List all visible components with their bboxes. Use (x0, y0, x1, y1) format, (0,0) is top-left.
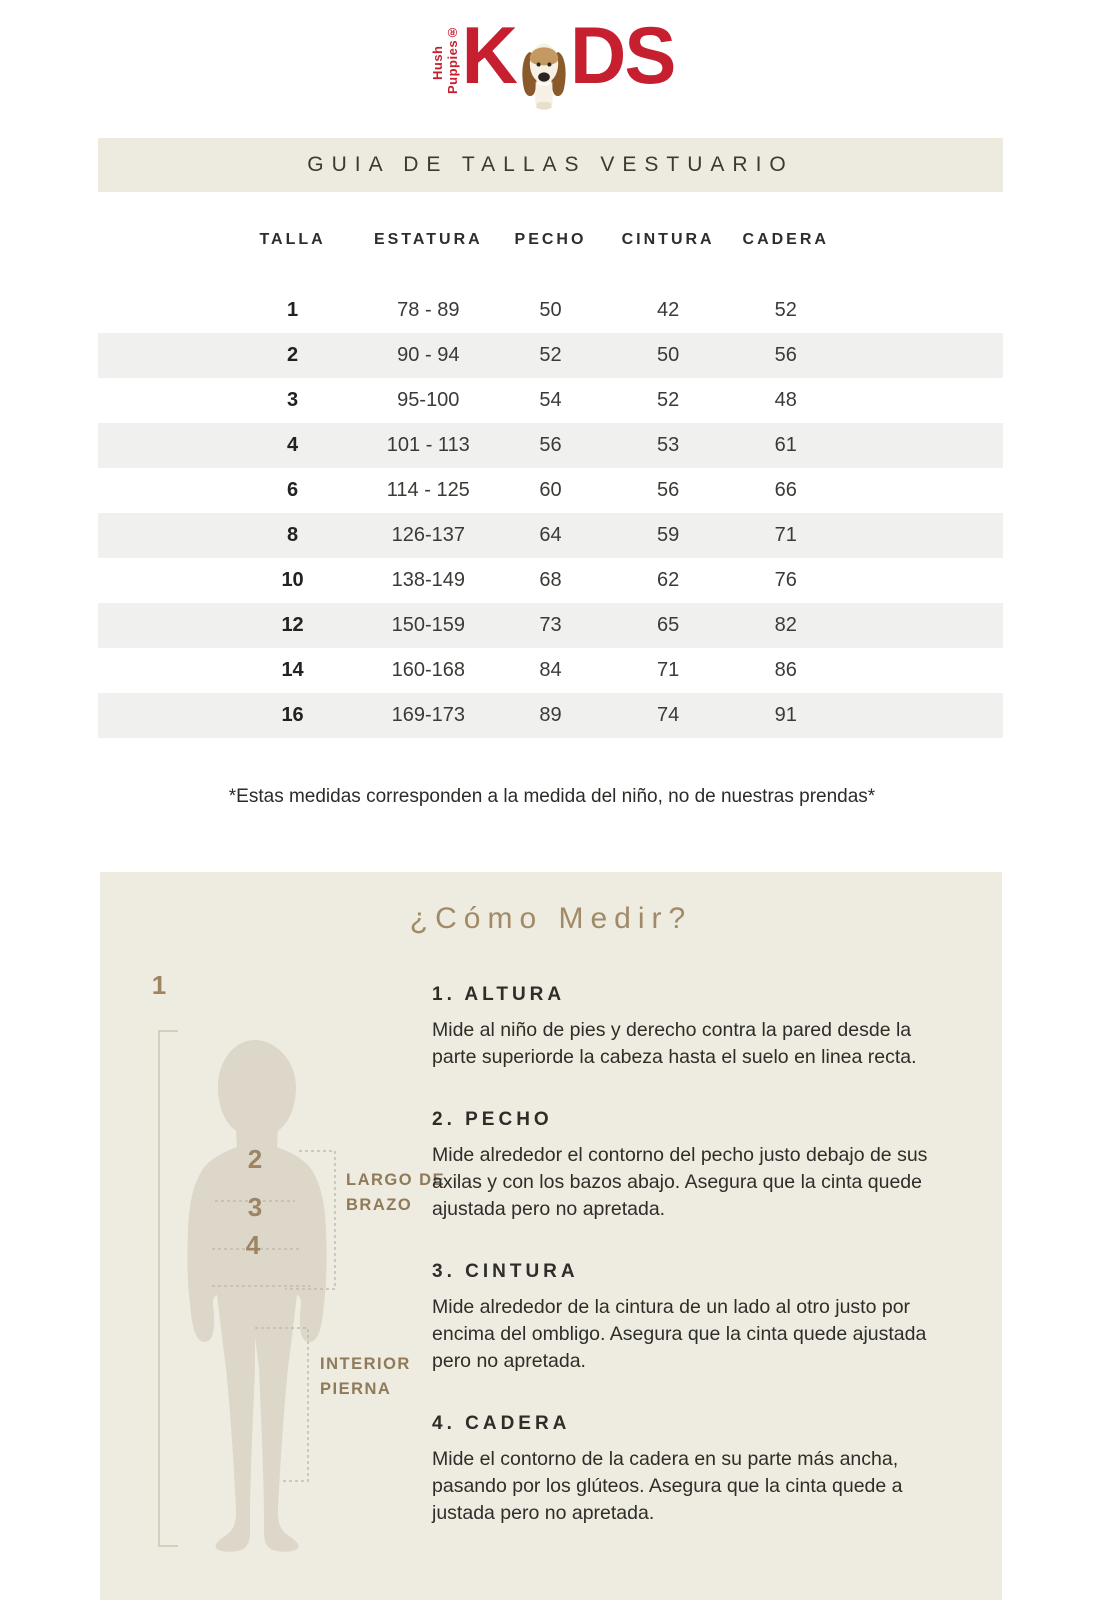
marker-4-hip: 4 (245, 1230, 261, 1260)
section-altura-heading: 1. ALTURA (432, 984, 566, 1005)
cell-value: 59 (656, 524, 680, 546)
section-cintura (432, 1261, 956, 1375)
cell-value: 62 (656, 569, 680, 591)
cell-value: 52 (774, 299, 797, 321)
cell-value: 86 (774, 659, 797, 681)
child-silhouette-illustration (100, 956, 440, 1600)
cell-value: 90 - 94 (397, 344, 460, 366)
cell-value: 56 (656, 479, 680, 501)
cell-value: 61 (774, 434, 797, 456)
table-row (98, 423, 1003, 468)
cell-talla: 14 (281, 659, 304, 681)
section-pecho-heading: 2. PECHO (432, 1109, 553, 1130)
basset-hound-icon (519, 30, 569, 114)
cell-value: 89 (539, 704, 562, 726)
cell-value: 84 (539, 659, 562, 681)
cell-talla: 6 (287, 479, 299, 501)
how-to-measure-panel (100, 872, 1002, 1600)
table-row (98, 468, 1003, 513)
cell-value: 54 (539, 389, 562, 411)
cell-value: 66 (774, 479, 797, 501)
child-measurement-diagram (100, 956, 446, 1600)
cell-value: 64 (539, 524, 562, 546)
logo-letter-k: K (461, 9, 516, 101)
section-cadera (432, 1413, 956, 1527)
col-cadera: CADERA (742, 231, 829, 248)
cell-value: 76 (774, 569, 797, 591)
col-pecho: PECHO (514, 231, 587, 248)
cell-value: 114 - 125 (386, 479, 470, 501)
cell-value: 60 (539, 479, 562, 501)
cell-value: 73 (539, 614, 562, 636)
marker-3-waist: 3 (247, 1192, 263, 1222)
section-pecho-body: Mide alrededor el contorno del pecho justo debajo de sus axilas y con los bazos abajo. Asegura que la cinta quede ajustada pero no apretada. (432, 1144, 928, 1220)
measurement-note: *Estas medidas corresponden a la medida del niño, no de nuestras prendas* (228, 786, 876, 807)
cell-value: 48 (774, 389, 797, 411)
cell-talla: 1 (287, 299, 299, 321)
cell-value: 53 (656, 434, 680, 456)
cell-talla: 8 (287, 524, 299, 546)
cell-value: 52 (656, 389, 680, 411)
table-row (98, 378, 1003, 423)
cell-value: 52 (539, 344, 562, 366)
cell-talla: 2 (287, 344, 299, 366)
cell-value: 42 (656, 299, 680, 321)
cell-value: 56 (774, 344, 797, 366)
section-cadera-heading: 4. CADERA (432, 1413, 571, 1434)
cell-value: 74 (656, 704, 680, 726)
cell-value: 91 (774, 704, 797, 726)
inner-leg-label: INTERIOR PIERNA (320, 1355, 411, 1398)
logo-letters-ds: DS (569, 9, 675, 101)
height-measure-line (159, 1031, 178, 1546)
size-table-header (98, 231, 1003, 257)
table-row (98, 333, 1003, 378)
table-row (98, 558, 1003, 603)
cell-value: 50 (656, 344, 680, 366)
cell-value: 95-100 (397, 389, 460, 411)
table-row (98, 288, 1003, 333)
col-talla: TALLA (259, 231, 326, 248)
size-table-body (98, 288, 1003, 738)
section-pecho (432, 1109, 956, 1223)
how-to-measure-title: ¿Cómo Medir? (409, 902, 693, 935)
brand-logo (0, 9, 1104, 126)
cell-value: 138-149 (391, 569, 465, 591)
cell-value: 71 (774, 524, 797, 546)
marker-1-height: 1 (151, 970, 167, 1000)
col-cintura: CINTURA (621, 231, 715, 248)
section-cintura-heading: 3. CINTURA (432, 1261, 579, 1282)
cell-value: 56 (539, 434, 562, 456)
cell-talla: 3 (287, 389, 299, 411)
cell-value: 78 - 89 (397, 299, 460, 321)
hush-puppies-vertical-text: Hush Puppies® (429, 24, 460, 94)
guide-title-bar (98, 138, 1003, 192)
guide-title: GUIA DE TALLAS VESTUARIO (307, 153, 794, 176)
marker-2-chest: 2 (247, 1144, 263, 1174)
cell-talla: 16 (281, 704, 304, 726)
measuring-instructions (432, 872, 956, 1527)
arm-length-label: LARGO DE BRAZO (346, 1171, 446, 1214)
cell-value: 126-137 (391, 524, 465, 546)
table-row (98, 513, 1003, 558)
cell-value: 150-159 (391, 614, 465, 636)
cell-talla: 12 (281, 614, 304, 636)
cell-talla: 10 (281, 569, 304, 591)
section-cadera-body: Mide el contorno de la cadera en su parte más ancha, pasando por los glúteos. Asegura que la cinta quede a justada pero no apretada. (432, 1448, 903, 1524)
section-altura (432, 984, 956, 1071)
cell-talla: 4 (287, 434, 299, 456)
cell-value: 101 - 113 (386, 434, 470, 456)
cell-value: 68 (539, 569, 562, 591)
table-row (98, 648, 1003, 693)
cell-value: 160-168 (391, 659, 465, 681)
section-altura-body: Mide al niño de pies y derecho contra la pared desde la parte superiorde la cabeza hasta el suelo en linea recta. (432, 1019, 917, 1068)
table-row (98, 603, 1003, 648)
cell-value: 82 (774, 614, 797, 636)
cell-value: 169-173 (391, 704, 465, 726)
col-estatura: ESTATURA (373, 231, 483, 248)
table-row (98, 693, 1003, 738)
section-cintura-body: Mide alrededor de la cintura de un lado al otro justo por encima del ombligo. Asegura que la cinta quede ajustada pero no apretada. (432, 1296, 927, 1372)
cell-value: 50 (539, 299, 562, 321)
cell-value: 71 (656, 659, 680, 681)
cell-value: 65 (656, 614, 680, 636)
